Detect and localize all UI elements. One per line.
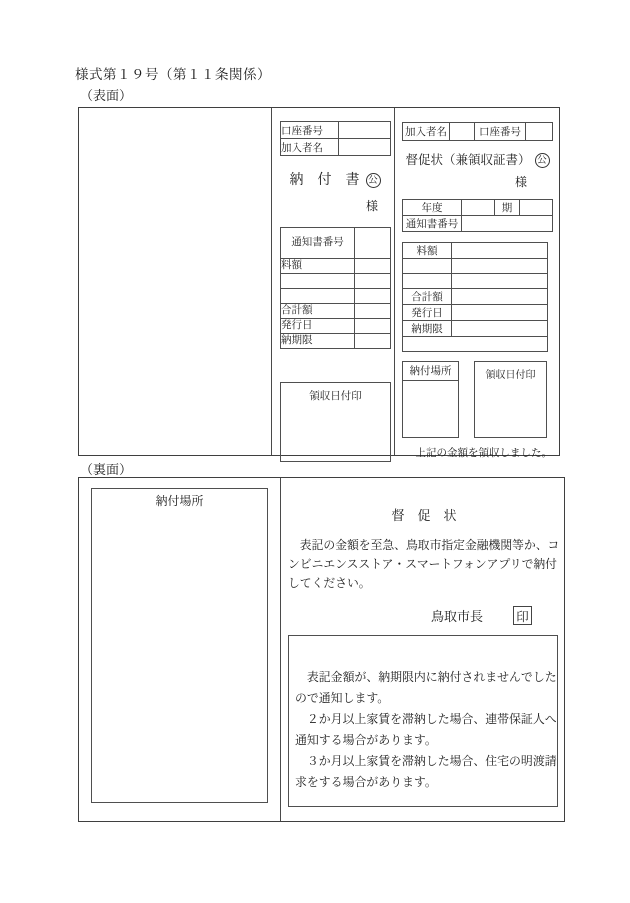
front-side-label: （表面） xyxy=(80,88,133,103)
table-row xyxy=(281,319,391,334)
public-circle-mark: 公 xyxy=(535,153,550,168)
seal-mark: 印 xyxy=(513,606,532,625)
table-row xyxy=(403,337,548,352)
public-circle-mark: 公 xyxy=(366,173,381,188)
notice-line: ３か月以上家賃を滞納した場合、住宅の明渡請 xyxy=(295,754,557,768)
table-row xyxy=(281,334,391,349)
body-line: 表記の金額を至急、鳥取市指定金融機関等か、コ xyxy=(288,538,560,552)
demand-receipt-panel xyxy=(395,108,559,459)
table-row xyxy=(403,216,553,232)
due-date-field xyxy=(452,321,548,337)
due-date-label: 納期限 xyxy=(403,321,452,337)
mayor-signature-row xyxy=(288,606,560,625)
body-line: してください。 xyxy=(288,576,371,590)
blank-label xyxy=(403,274,452,289)
payment-place-box xyxy=(91,488,268,803)
table-row xyxy=(403,321,548,337)
issue-date-label: 発行日 xyxy=(403,305,452,321)
total-field xyxy=(355,304,391,319)
account-number-label: 口座番号 xyxy=(281,122,339,139)
slip-account-table xyxy=(280,121,391,156)
payment-slip-title: 納 付 書 公 xyxy=(280,169,390,189)
addressee-suffix: 様 xyxy=(514,175,527,189)
total-label: 合計額 xyxy=(281,304,355,319)
demand-detail-table xyxy=(402,242,548,352)
table-row xyxy=(281,139,391,156)
receipt-date-stamp-box xyxy=(474,361,547,438)
table-row xyxy=(281,304,391,319)
member-name-label: 加入者名 xyxy=(281,139,339,156)
receipt-date-stamp-label: 領収日付印 xyxy=(309,391,362,402)
table-row xyxy=(403,305,548,321)
table-row xyxy=(403,274,548,289)
table-row xyxy=(281,228,391,259)
fiscal-year-label: 年度 xyxy=(403,200,462,216)
payment-place-label: 納付場所 xyxy=(403,362,458,381)
term-field xyxy=(520,200,553,216)
table-row xyxy=(281,259,391,274)
demand-notice-title: 督 促 状 xyxy=(391,508,457,523)
issue-date-label: 発行日 xyxy=(281,319,355,334)
fee-field xyxy=(452,243,548,259)
stamp-boxes-row xyxy=(402,361,553,438)
demand-body-text xyxy=(288,536,560,593)
notice-number-label: 通知書番号 xyxy=(281,228,355,259)
fee-field xyxy=(355,259,391,274)
fee-label: 料額 xyxy=(403,243,452,259)
due-date-field xyxy=(355,334,391,349)
table-row xyxy=(281,122,391,139)
total-label: 合計額 xyxy=(403,289,452,305)
payment-place-box xyxy=(402,361,459,438)
body-line: ンビニエンスストア・スマートフォンアプリで納付 xyxy=(288,557,557,571)
fiscal-year-field xyxy=(462,200,495,216)
notice-line: ので通知します。 xyxy=(295,691,390,705)
total-field xyxy=(452,289,548,305)
front-left-blank-panel xyxy=(79,108,272,455)
table-row xyxy=(403,123,553,141)
blank-full-field xyxy=(403,337,548,352)
member-name-field xyxy=(339,139,391,156)
account-number-label: 口座番号 xyxy=(475,123,526,141)
payment-place-label: 納付場所 xyxy=(155,494,204,508)
back-demand-panel xyxy=(281,478,564,821)
back-payment-place-panel xyxy=(79,478,281,821)
account-number-field xyxy=(339,122,391,139)
issue-date-field xyxy=(355,319,391,334)
notice-line: 求をする場合があります。 xyxy=(295,775,437,789)
notice-line: ２か月以上家賃を滞納した場合、連帯保証人へ xyxy=(295,712,557,726)
blank-field xyxy=(355,274,391,289)
table-row xyxy=(281,289,391,304)
mayor-label: 鳥取市長 xyxy=(431,609,484,624)
member-name-field xyxy=(450,123,475,141)
table-row xyxy=(403,259,548,274)
notice-number-field xyxy=(355,228,391,259)
issue-date-field xyxy=(452,305,548,321)
fee-label: 料額 xyxy=(281,259,355,274)
blank-label xyxy=(403,259,452,274)
term-label: 期 xyxy=(495,200,520,216)
notice-number-field xyxy=(462,216,553,232)
front-form-box xyxy=(78,107,560,459)
addressee-suffix: 様 xyxy=(365,199,378,213)
table-row xyxy=(281,274,391,289)
back-side-label: （裏面） xyxy=(80,462,133,477)
receipt-date-stamp-box xyxy=(280,382,391,462)
blank-field xyxy=(355,289,391,304)
table-row xyxy=(403,200,553,216)
demand-year-table xyxy=(402,199,553,232)
table-row xyxy=(403,243,548,259)
demand-header-table xyxy=(402,122,553,141)
due-date-label: 納期限 xyxy=(281,334,355,349)
late-payment-notice-box xyxy=(288,635,558,807)
account-number-field xyxy=(526,123,553,141)
blank-label xyxy=(281,289,355,304)
member-name-label: 加入者名 xyxy=(403,123,450,141)
blank-field xyxy=(452,259,548,274)
form-number-heading: 様式第１９号（第１１条関係） xyxy=(75,67,271,82)
blank-label xyxy=(281,274,355,289)
payment-slip-panel xyxy=(272,108,395,455)
back-form-box xyxy=(78,477,565,822)
notice-number-label: 通知書番号 xyxy=(403,216,462,232)
slip-detail-table xyxy=(280,227,391,349)
blank-field xyxy=(452,274,548,289)
demand-notice-title: 督促状（兼領収証書） 公 xyxy=(402,150,553,168)
notice-line: 表記金額が、納期限内に納付されませんでした xyxy=(295,670,557,684)
notice-line: 通知する場合があります。 xyxy=(295,733,437,747)
amount-received-note: 上記の金額を領収しました。 xyxy=(415,448,552,459)
receipt-date-stamp-label: 領収日付印 xyxy=(485,370,536,381)
table-row xyxy=(403,289,548,305)
